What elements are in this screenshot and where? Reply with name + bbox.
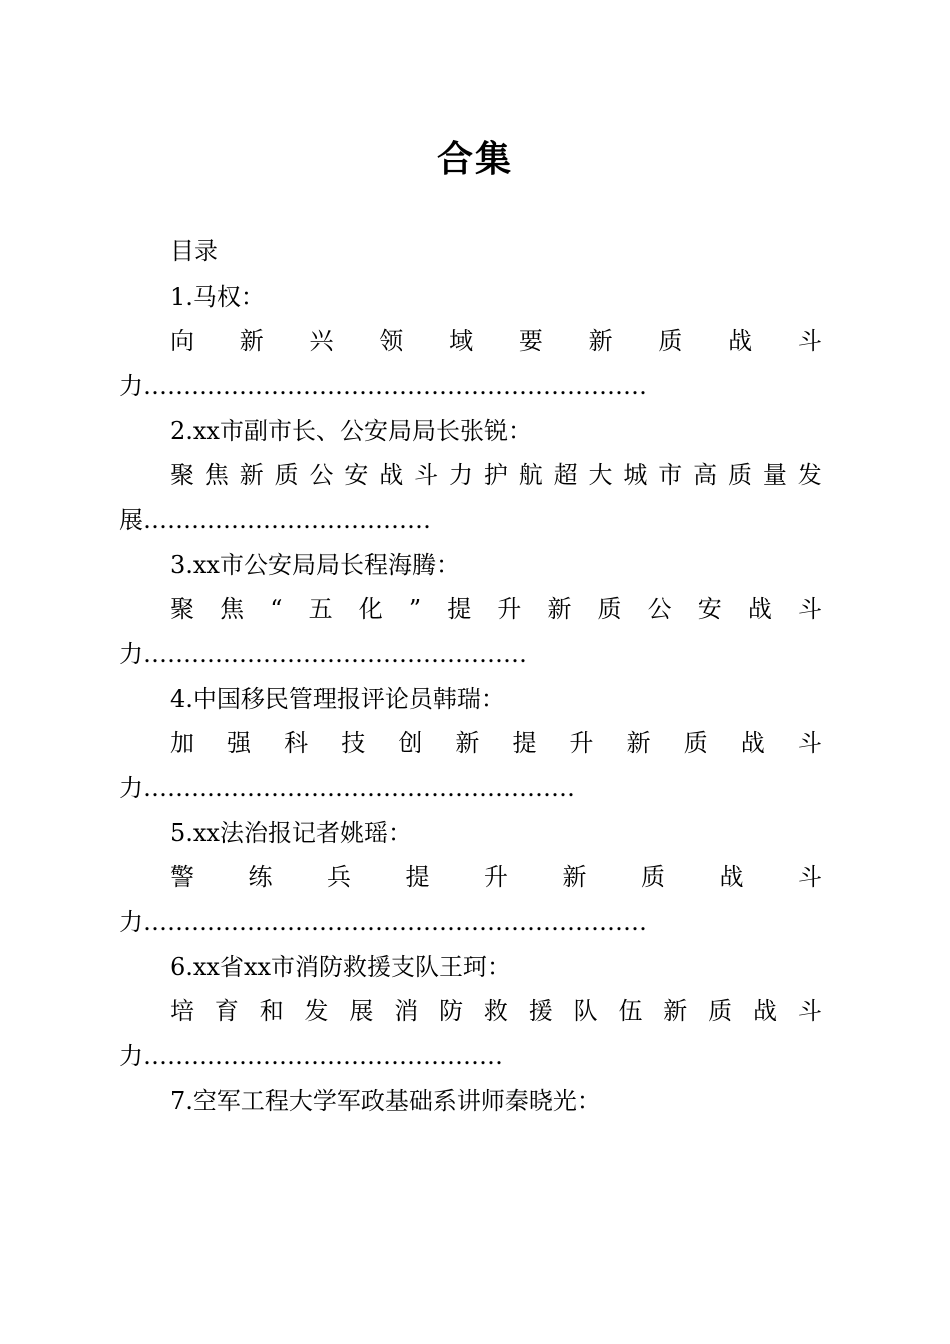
toc-entry-2-title-char: 力 bbox=[449, 461, 473, 489]
toc-entry-2-title-char: 发 bbox=[797, 461, 822, 489]
toc-entry-6-continuation bbox=[119, 1039, 819, 1073]
toc-entry-6-title bbox=[170, 994, 822, 1028]
toc-entry-2-title-char: 焦 bbox=[204, 461, 229, 489]
toc-entry-3-heading: 3.xx市公安局局长程海腾： bbox=[170, 551, 460, 579]
toc-entry-2-heading: 2.xx市副市长、公安局局长张锐： bbox=[170, 417, 532, 445]
toc-entry-1-title bbox=[170, 324, 822, 358]
toc-entry-3-title-char: 质 bbox=[597, 595, 622, 623]
toc-entry-2-title-char: 市 bbox=[658, 461, 683, 489]
toc-entry-6-title-char: 伍 bbox=[618, 997, 643, 1025]
toc-entry-2-title-char: 大 bbox=[588, 461, 613, 489]
toc-entry-2-title-char: 斗 bbox=[414, 461, 439, 489]
toc-entry-2-title-char: 公 bbox=[309, 461, 334, 489]
toc-entry-5-last-char: 力 bbox=[119, 908, 143, 936]
toc-entry-5-continuation bbox=[119, 905, 819, 939]
toc-entry-3-title-char: 焦 bbox=[220, 595, 245, 623]
toc-entry-5-title bbox=[170, 860, 822, 894]
toc-entry-5-title-char: 提 bbox=[405, 863, 430, 891]
toc-entry-2-title-char: 护 bbox=[483, 461, 508, 489]
toc-entry-6-title-char: 育 bbox=[214, 997, 239, 1025]
toc-entry-3-title-char: 升 bbox=[497, 595, 522, 623]
toc-entry-2-title-char: 战 bbox=[379, 461, 404, 489]
toc-entry-5-leader-dots: ……………………………………………………… bbox=[143, 908, 647, 936]
toc-entry-1-title-char: 新 bbox=[588, 327, 613, 355]
toc-entry-5-title-char: 警 bbox=[170, 863, 194, 891]
toc-entry-4-continuation bbox=[119, 771, 819, 805]
toc-entry-2-title-char: 超 bbox=[553, 461, 578, 489]
toc-entry-4-title-char: 创 bbox=[398, 729, 423, 757]
toc-entry-2-title-char: 城 bbox=[623, 461, 648, 489]
toc-entry-1-title-char: 兴 bbox=[309, 327, 334, 355]
toc-entry-6-last-char: 力 bbox=[119, 1042, 143, 1070]
toc-entry-6-title-char: 消 bbox=[394, 997, 419, 1025]
toc-entry-3-title-char: 安 bbox=[697, 595, 722, 623]
toc-entry-3-title-char: 新 bbox=[547, 595, 572, 623]
toc-entry-6-leader-dots: ……………………………………… bbox=[143, 1042, 503, 1070]
toc-entry-2-title-char: 量 bbox=[762, 461, 787, 489]
toc-entry-4-title-char: 质 bbox=[683, 729, 708, 757]
toc-entry-4-title-char: 升 bbox=[569, 729, 594, 757]
toc-entry-6-title-char: 战 bbox=[752, 997, 777, 1025]
toc-entry-1-title-char: 域 bbox=[449, 327, 474, 355]
toc-entry-4-title-char: 技 bbox=[341, 729, 366, 757]
toc-entry-6-title-char: 展 bbox=[349, 997, 374, 1025]
toc-entry-3-title-char: 提 bbox=[447, 595, 472, 623]
toc-entry-6-title-char: 培 bbox=[170, 997, 194, 1025]
toc-entry-4-title-char: 提 bbox=[512, 729, 537, 757]
toc-entry-4-heading: 4.中国移民管理报评论员韩瑞： bbox=[170, 685, 505, 713]
toc-entry-2-title-char: 新 bbox=[239, 461, 264, 489]
toc-entry-3-title-char: 公 bbox=[647, 595, 672, 623]
toc-entry-1-title-char: 领 bbox=[379, 327, 404, 355]
toc-entry-4-title-char: 科 bbox=[284, 729, 309, 757]
toc-entry-5-title-char: 质 bbox=[641, 863, 665, 891]
toc-entry-3-title-char: 化 bbox=[358, 595, 383, 623]
toc-entry-2-title-char: 质 bbox=[274, 461, 299, 489]
toc-entry-1-last-char: 力 bbox=[119, 372, 143, 400]
toc-entry-4-title-char: 战 bbox=[740, 729, 765, 757]
toc-entry-5-title-char: 斗 bbox=[798, 863, 822, 891]
toc-entry-6-title-char: 援 bbox=[528, 997, 553, 1025]
toc-entry-1-title-char: 斗 bbox=[797, 327, 822, 355]
toc-entry-4-title bbox=[170, 726, 822, 760]
toc-entry-6-title-char: 发 bbox=[304, 997, 329, 1025]
toc-entry-6-heading: 6.xx省xx市消防救援支队王珂： bbox=[170, 953, 512, 981]
toc-entry-6-title-char: 和 bbox=[259, 997, 284, 1025]
toc-entry-2-last-char: 展 bbox=[119, 506, 143, 534]
toc-entry-1-title-char: 新 bbox=[239, 327, 264, 355]
toc-entry-5-title-char: 兵 bbox=[327, 863, 351, 891]
toc-entry-4-title-char: 新 bbox=[626, 729, 651, 757]
toc-entry-5-title-char: 新 bbox=[562, 863, 587, 891]
toc-entry-1-title-char: 向 bbox=[170, 327, 194, 355]
toc-entry-6-title-char: 质 bbox=[708, 997, 733, 1025]
toc-entry-2-title-char: 安 bbox=[344, 461, 369, 489]
toc-entry-7-heading: 7.空军工程大学军政基础系讲师秦晓光： bbox=[170, 1087, 601, 1115]
toc-entry-2-title-char: 航 bbox=[518, 461, 543, 489]
toc-entry-2-title bbox=[170, 458, 822, 492]
toc-entry-1-title-char: 要 bbox=[518, 327, 543, 355]
toc-entry-6-title-char: 斗 bbox=[797, 997, 822, 1025]
toc-entry-6-title-char: 救 bbox=[483, 997, 508, 1025]
toc-entry-1-title-char: 质 bbox=[658, 327, 683, 355]
toc-entry-2-continuation bbox=[119, 503, 819, 537]
toc-entry-5-title-char: 练 bbox=[248, 863, 273, 891]
toc-entry-3-title bbox=[170, 592, 822, 626]
toc-entry-6-title-char: 队 bbox=[573, 997, 598, 1025]
toc-heading: 目录 bbox=[170, 237, 218, 265]
toc-entry-4-last-char: 力 bbox=[119, 774, 143, 802]
toc-entry-1-title-char: 战 bbox=[728, 327, 753, 355]
toc-entry-3-last-char: 力 bbox=[119, 640, 143, 668]
toc-entry-3-title-char: ” bbox=[408, 595, 422, 623]
toc-entry-4-title-char: 强 bbox=[227, 729, 252, 757]
toc-entry-3-leader-dots: ………………………………………… bbox=[143, 640, 527, 668]
toc-entry-3-title-char: 战 bbox=[747, 595, 772, 623]
toc-entry-1-leader-dots: ……………………………………………………… bbox=[143, 372, 647, 400]
toc-entry-1-continuation bbox=[119, 369, 819, 403]
toc-entry-6-title-char: 防 bbox=[439, 997, 464, 1025]
toc-entry-4-title-char: 新 bbox=[455, 729, 480, 757]
toc-entry-3-title-char: 聚 bbox=[170, 595, 194, 623]
document-title: 合集 bbox=[436, 138, 513, 180]
toc-entry-6-title-char: 新 bbox=[663, 997, 688, 1025]
toc-entry-1-heading: 1.马权： bbox=[170, 283, 265, 311]
toc-entry-5-heading: 5.xx法治报记者姚瑶： bbox=[170, 819, 412, 847]
toc-entry-4-title-char: 斗 bbox=[797, 729, 822, 757]
toc-entry-2-title-char: 质 bbox=[728, 461, 752, 489]
toc-entry-5-title-char: 升 bbox=[484, 863, 508, 891]
toc-entry-2-title-char: 聚 bbox=[170, 461, 194, 489]
toc-entry-2-leader-dots: ……………………………… bbox=[143, 506, 431, 534]
toc-entry-3-title-char: “ bbox=[270, 595, 283, 623]
toc-entry-4-title-char: 加 bbox=[170, 729, 194, 757]
toc-entry-3-continuation bbox=[119, 637, 819, 671]
toc-entry-4-leader-dots: ……………………………………………… bbox=[143, 774, 575, 802]
toc-entry-3-title-char: 五 bbox=[308, 595, 333, 623]
toc-entry-2-title-char: 高 bbox=[693, 461, 718, 489]
toc-entry-3-title-char: 斗 bbox=[797, 595, 822, 623]
toc-entry-5-title-char: 战 bbox=[719, 863, 744, 891]
